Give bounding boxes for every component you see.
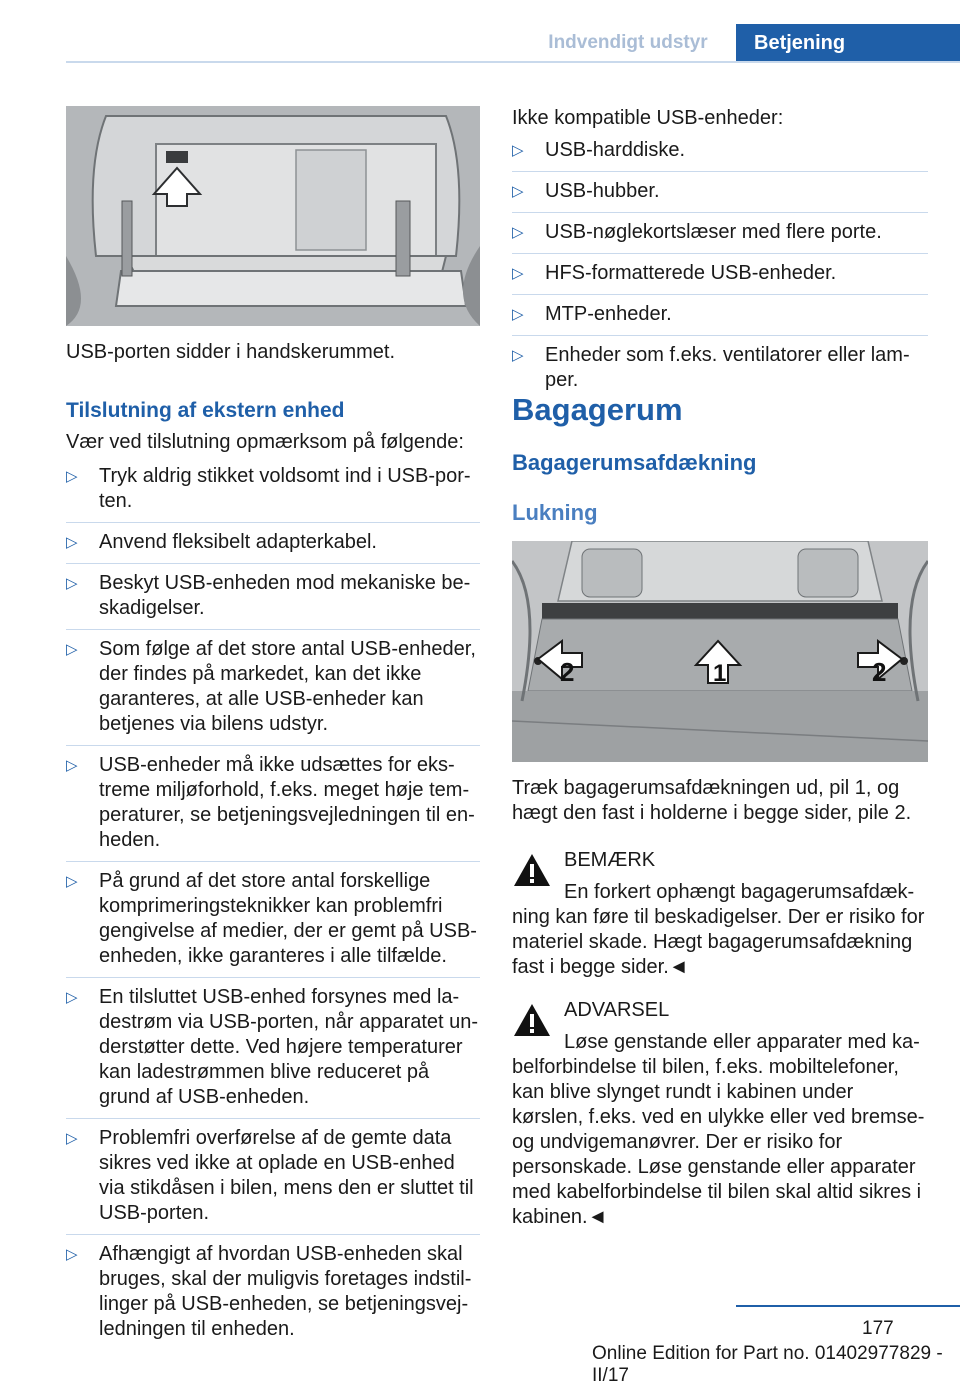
triangle-bullet-icon: ▷: [66, 534, 78, 551]
section-heading-2: Bagagerumsafdækning: [512, 450, 757, 475]
header-rule: [66, 61, 960, 63]
triangle-bullet-icon: ▷: [512, 347, 524, 364]
incompatible-list: [512, 138, 928, 408]
note-text: En forkert ophængt bagagerumsafdækning kan føre til beskadigelser. Der er risiko for materiel skade. Hægt bagagerumsafdækning fast i begge sider.◄: [512, 881, 925, 978]
triangle-bullet-icon: ▷: [512, 224, 524, 241]
incompatible-intro: Ikke kompatible USB-enheder:: [512, 107, 784, 129]
figure-caption: USB-porten sidder i handskerummet.: [66, 341, 396, 363]
header-tab: Betjening: [736, 24, 960, 63]
arrow-label-center: 1: [713, 660, 727, 687]
requirements-list: [66, 464, 480, 1357]
list-item: ▷ Beskyt USB-enheden mod mekaniske beskadigelser.: [66, 571, 480, 630]
cargo-photo: [512, 541, 928, 762]
cargo-caption: Træk bagagerumsafdækningen ud, pil 1, og hægt den fast i holderne i begge sider, pile 2.: [512, 777, 912, 824]
cargo-illustration: [512, 541, 928, 762]
list-item: ▷ USB-harddiske.: [512, 138, 928, 172]
list-item: ▷ HFS-formatterede USB-enheder.: [512, 261, 928, 295]
subsection-heading: Lukning: [512, 500, 598, 525]
list-item: ▷ USB-nøglekortslæser med flere porte.: [512, 220, 928, 254]
arrow-label-right: 2: [872, 657, 887, 687]
list-item: ▷ Problemfri overførelse af de gemte data sikres ved ikke at oplade en USB-enhed via stikdåsen i bilen, mens den er sluttet til USB-porten.: [66, 1126, 480, 1235]
triangle-bullet-icon: ▷: [66, 641, 78, 658]
triangle-bullet-icon: ▷: [66, 989, 78, 1006]
note-title: BEMÆRK: [564, 849, 656, 871]
section-intro: Vær ved tilslutning opmærksom på følgende:: [66, 431, 464, 453]
warning-text: Løse genstande eller apparater med kabelforbindelse til bilen, f.eks. mobiltelefoner, kan blive slynget rundt i kabinen under kørslen, f.eks. ved en ulykke eller ved bremse- og undvigemanøvrer. Der er risiko for personskade. Løse genstande eller apparater med kabelforbindelse til bilen skal altid sikres i kabinen.◄: [512, 1031, 925, 1228]
triangle-bullet-icon: ▷: [512, 142, 524, 159]
list-item: ▷ En tilsluttet USB-enhed forsynes med ladestrøm via USB-porten, når apparatet understøtter dette. Ved højere temperaturer kan ladestrømmen blive reduceret på grund af USB-enheden.: [66, 985, 480, 1119]
list-item: ▷ Anvend fleksibelt adapterkabel.: [66, 530, 480, 564]
triangle-bullet-icon: ▷: [66, 1130, 78, 1147]
glovebox-illustration: [66, 106, 480, 326]
chapter-heading: Bagagerum: [512, 392, 683, 427]
list-item: ▷ På grund af det store antal forskellige komprimeringsteknikker kan problemfri gengivelse af medier, der er gemt på USB-enheden, ikke garanteres i alle tilfælde.: [66, 869, 480, 978]
list-item: ▷ USB-enheder må ikke udsættes for ekstreme miljøforhold, f.eks. meget høje temperaturer, se betjeningsvejledningen til enheden.: [66, 753, 480, 862]
triangle-bullet-icon: ▷: [66, 757, 78, 774]
list-item: ▷ MTP-enheder.: [512, 302, 928, 336]
list-item: ▷ Afhængigt af hvordan USB-enheden skal bruges, skal der muligvis foretages indstillinger på USB-enheden, se betjeningsvejledningen til enheden.: [66, 1243, 472, 1340]
triangle-bullet-icon: ▷: [66, 575, 78, 592]
edition-footer: Online Edition for Part no. 01402977829 - II/17: [592, 1343, 943, 1386]
header-section: Indvendigt udstyr: [548, 32, 708, 53]
list-item: ▷ Som følge af det store antal USB-enheder, der findes på markedet, kan det ikke garanteres, at alle USB-enheder kan betjenes via bilens udstyr.: [66, 637, 480, 746]
triangle-bullet-icon: ▷: [66, 468, 78, 485]
triangle-bullet-icon: ▷: [512, 306, 524, 323]
page-number: 177: [862, 1318, 894, 1339]
arrow-label-left: 2: [560, 657, 575, 687]
warning-title: ADVARSEL: [564, 999, 670, 1021]
triangle-bullet-icon: ▷: [66, 1246, 78, 1263]
glovebox-photo: [66, 106, 480, 326]
triangle-bullet-icon: ▷: [512, 265, 524, 282]
footer-rule: [736, 1305, 960, 1307]
list-item: ▷ USB-hubber.: [512, 179, 928, 213]
triangle-bullet-icon: ▷: [66, 873, 78, 890]
triangle-bullet-icon: ▷: [512, 183, 524, 200]
section-heading: Tilslutning af ekstern enhed: [66, 399, 345, 422]
list-item: ▷ Tryk aldrig stikket voldsomt ind i USB-porten.: [66, 464, 480, 523]
list-item: ▷ Enheder som f.eks. ventilatorer eller lamper.: [512, 344, 910, 391]
